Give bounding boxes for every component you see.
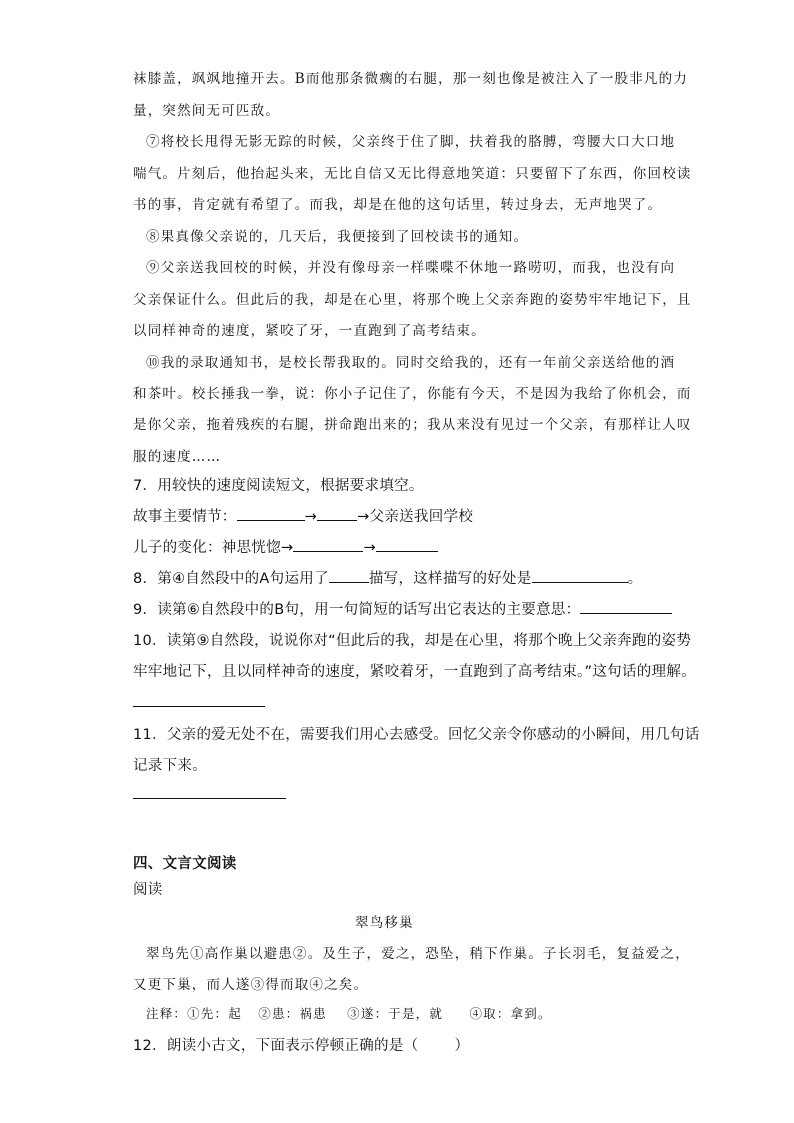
q12-row [133, 1034, 469, 1055]
story-line: 父亲保证什么。但此后的我，却是在心里，将那个晚上父亲奔跑的姿势牢牢地记下，且 [133, 292, 692, 308]
q7-plot-blank-1[interactable] [237, 506, 305, 521]
q12-close: ） [454, 1038, 470, 1054]
q7-plot-label: 故事主要情节： [133, 509, 237, 525]
passage-line: 又更下巢，而人遂③得而取④之矣。 [133, 977, 369, 993]
q7-change-blank-1[interactable] [293, 537, 363, 552]
q7-change-row [133, 536, 438, 557]
arrow-icon: → [363, 540, 376, 556]
q9-row [133, 598, 672, 619]
q7-change-blank-2[interactable] [376, 537, 438, 552]
story-line: 是你父亲，拖着残疾的右腿，拼命跑出来的；我从来没有见过一个父亲，有那样让人叹 [133, 417, 692, 433]
story-line: ⑧果真像父亲说的，几天后，我便接到了回校读书的通知。 [146, 229, 529, 245]
section-subheading: 阅读 [133, 882, 163, 898]
arrow-icon: → [304, 509, 318, 525]
arrow-icon: → [357, 509, 370, 525]
passage-line: 翠鸟先①高作巢以避患②。及生子，爱之，恐坠，稍下作巢。子长羽毛，复益爱之， [146, 946, 690, 962]
story-line: 量，突然间无可匹敌。 [133, 103, 280, 119]
story-line: ⑦将校长甩得无影无踪的时候，父亲终于住了脚，扶着我的胳膊，弯腰大口大口地 [146, 134, 676, 150]
arrow-icon: → [281, 540, 294, 556]
q7-stem: 7．用较快的速度阅读短文，根据要求填空。 [133, 478, 424, 494]
q7-plot-row [133, 505, 473, 526]
story-line: 和茶叶。校长捶我一拳，说：你小子记住了，你能有今天，不是因为我给了你机会，而 [133, 386, 692, 402]
q10-line-2: 牢牢地记下，且以同样神奇的速度，紧咬着牙，一直跑到了高考结束。”这句话的理解。 [133, 664, 696, 680]
q10-answer-line[interactable] [133, 706, 265, 707]
q8-row [133, 567, 642, 588]
q7-change-label: 儿子的变化：神思恍惚 [133, 540, 281, 556]
note-1: 注释：①先：起 [146, 1006, 242, 1021]
q8-text-end: 。 [627, 571, 643, 587]
q8-text-b: 描写，这样描写的好处是 [368, 571, 532, 587]
note-3: ③遂：于是，就 [347, 1006, 444, 1021]
q8-text-a: 8．第④自然段中的A句运用了 [133, 571, 329, 587]
q11-line-1: 11．父亲的爱无处不在，需要我们用心去感受。回忆父亲令你感动的小瞬间，用几句话 [133, 727, 700, 743]
q12-text: 12．朗读小古文，下面表示停顿正确的是（ [133, 1038, 419, 1054]
section-heading: 四、文言文阅读 [133, 856, 237, 872]
story-line: 以同样神奇的速度，紧咬了牙，一直跑到了高考结束。 [133, 323, 486, 339]
story-line: 服的速度…… [133, 449, 222, 465]
story-line: ⑩我的录取通知书，是校长帮我取的。同时交给我的，还有一年前父亲送给他的酒 [146, 355, 676, 371]
note-4: ④取：拿到。 [469, 1006, 552, 1021]
story-line: ⑨父亲送我回校的时候，并没有像母亲一样喋喋不休地一路唠叨，而我，也没有向 [146, 260, 676, 276]
passage-title: 翠鸟移巢 [355, 915, 414, 931]
story-line: 袜膝盖，飒飒地撞开去。B而他那条微瘸的右腿，那一刻也像是被注入了一股非凡的力 [133, 71, 689, 87]
q8-blank-1[interactable] [329, 568, 369, 583]
note-2: ②患：祸患 [258, 1006, 327, 1021]
story-line: 书的事，肯定就有希望了。而我，却是在他的这句话里，转过身去，无声地哭了。 [133, 197, 663, 213]
q11-answer-line[interactable] [133, 798, 286, 799]
q9-text: 9．读第⑥自然段中的B句，用一句简短的话写出它表达的主要意思： [133, 602, 581, 618]
q8-blank-2[interactable] [532, 568, 628, 583]
q7-plot-blank-2[interactable] [317, 506, 357, 521]
passage-notes [146, 1004, 552, 1022]
q9-blank[interactable] [580, 599, 672, 614]
story-line: 喘气。片刻后，他抬起头来，无比自信又无比得意地笑道：只要留下了东西，你回校读 [133, 166, 692, 182]
q11-line-2: 记录下来。 [133, 758, 207, 774]
q7-plot-end: 父亲送我回学校 [369, 509, 474, 525]
q10-line-1: 10．读第⑨自然段，说说你对“但此后的我，却是在心里，将那个晚上父亲奔跑的姿势 [133, 633, 692, 649]
